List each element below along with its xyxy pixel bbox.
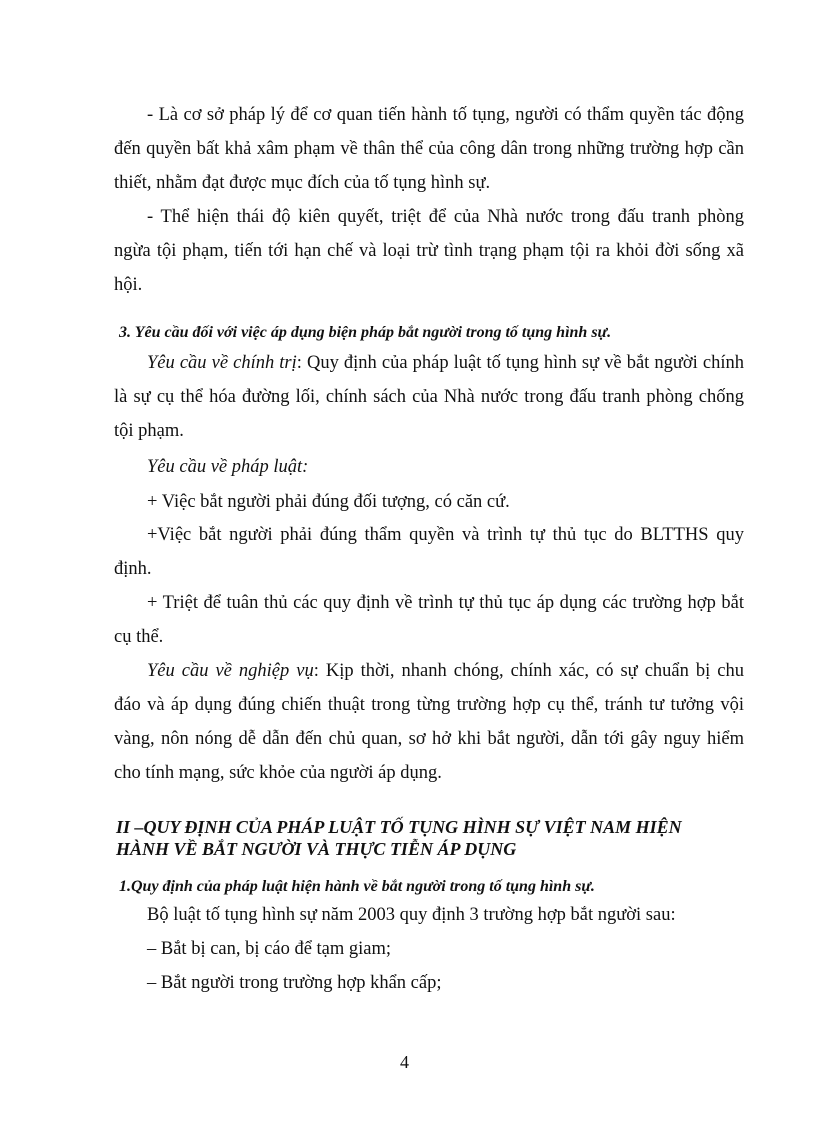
paragraph-line: vàng, nôn nóng dễ dẫn đến chủ quan, sơ hở khi bắt người, dẫn tới gây nguy hiểm: [114, 729, 744, 749]
list-item: – Bắt người trong trường hợp khẩn cấp;: [147, 973, 442, 993]
paragraph-text: : Kịp thời, nhanh chóng, chính xác, có sự chuẩn bị chu: [313, 661, 744, 681]
paragraph-line: Bộ luật tố tụng hình sự năm 2003 quy định 3 trường hợp bắt người sau:: [147, 905, 676, 925]
paragraph-line: đáo và áp dụng đúng chiến thuật trong từng trường hợp cụ thể, tránh tư tưởng vội: [114, 695, 744, 715]
paragraph-line: hội.: [114, 275, 143, 295]
paragraph-line: + Việc bắt người phải đúng đối tượng, có căn cứ.: [147, 492, 510, 512]
chapter-heading: HÀNH VỀ BẮT NGƯỜI VÀ THỰC TIỄN ÁP DỤNG: [116, 839, 517, 859]
paragraph-line: [147, 660, 744, 682]
paragraph-line: thiết, nhằm đạt được mục đích của tố tụng hình sự.: [114, 173, 491, 193]
italic-label: Yêu cầu về pháp luật:: [147, 457, 309, 477]
paragraph-line: tội phạm.: [114, 421, 184, 441]
paragraph-line: định.: [114, 559, 152, 579]
section-heading: 1.Quy định của pháp luật hiện hành về bắt người trong tố tụng hình sự.: [119, 878, 595, 895]
paragraph-text: : Quy định của pháp luật tố tụng hình sự về bắt người chính: [296, 353, 744, 373]
paragraph-line: cụ thể.: [114, 627, 164, 647]
paragraph-line: ngừa tội phạm, tiến tới hạn chế và loại trừ tình trạng phạm tội ra khỏi đời sống xã: [114, 241, 744, 261]
paragraph-line: - Thể hiện thái độ kiên quyết, triệt để của Nhà nước trong đấu tranh phòng: [147, 207, 744, 227]
paragraph-line: + Triệt để tuân thủ các quy định về trình tự thủ tục áp dụng các trường hợp bắt: [147, 593, 744, 613]
paragraph-line: - Là cơ sở pháp lý để cơ quan tiến hành tố tụng, người có thẩm quyền tác động: [147, 105, 744, 125]
paragraph-line: [147, 352, 744, 374]
chapter-heading: II –QUY ĐỊNH CỦA PHÁP LUẬT TỐ TỤNG HÌNH SỰ VIỆT NAM HIỆN: [116, 817, 682, 837]
italic-label: Yêu cầu về chính trị: [147, 353, 297, 373]
italic-label: Yêu cầu về nghiệp vụ: [147, 661, 314, 681]
page-number: 4: [400, 1052, 409, 1072]
list-item: – Bắt bị can, bị cáo để tạm giam;: [147, 939, 392, 959]
paragraph-line: là sự cụ thể hóa đường lối, chính sách của Nhà nước trong đấu tranh phòng chống: [114, 387, 744, 407]
section-heading: 3. Yêu cầu đối với việc áp dụng biện pháp bắt người trong tố tụng hình sự.: [119, 324, 612, 341]
paragraph-line: đến quyền bất khả xâm phạm về thân thể của công dân trong những trường hợp cần: [114, 139, 744, 159]
paragraph-line: cho tính mạng, sức khỏe của người áp dụng.: [114, 763, 442, 783]
paragraph-line: +Việc bắt người phải đúng thẩm quyền và trình tự thủ tục do BLTTHS quy: [147, 525, 744, 545]
